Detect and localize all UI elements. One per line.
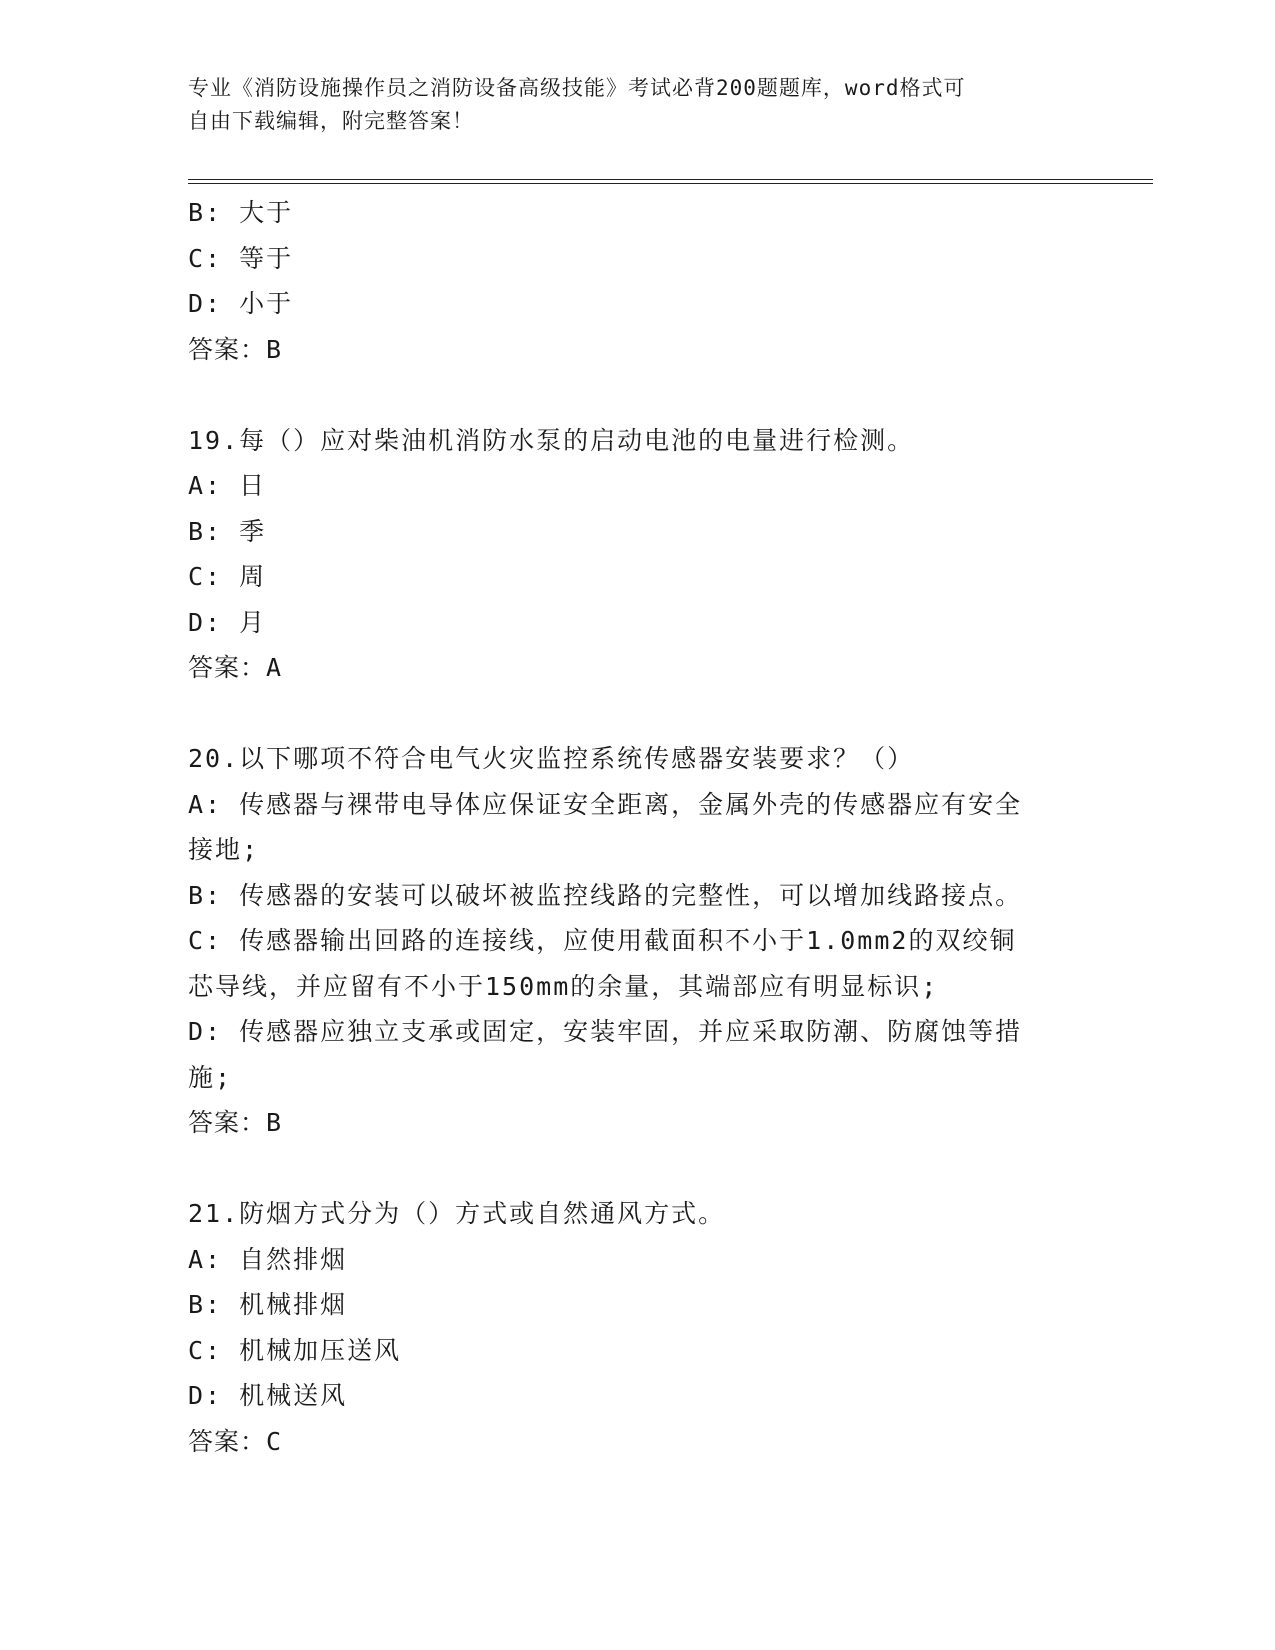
- option-d: D: 机械送风: [188, 1381, 348, 1410]
- option-a: A: 日: [188, 471, 267, 500]
- header-rule-top: [188, 179, 1153, 180]
- document-body: [188, 190, 1078, 1464]
- question-stem: 21.防烟方式分为（）方式或自然通风方式。: [188, 1199, 726, 1228]
- option-a-continued: 接地;: [188, 835, 260, 864]
- option-d: D: 传感器应独立支承或固定，安装牢固，并应采取防潮、防腐蚀等措: [188, 1017, 1023, 1046]
- option-a: A: 自然排烟: [188, 1244, 348, 1274]
- option-d-continued: 施;: [188, 1062, 233, 1092]
- question-21: [188, 1191, 1078, 1464]
- answer: 答案：B: [188, 1108, 283, 1137]
- option-d: D: 月: [188, 607, 267, 637]
- option-c: C: 传感器输出回路的连接线，应使用截面积不小于1.0mm2的双绞铜: [188, 926, 1017, 955]
- option-b: B: 大于: [188, 198, 294, 227]
- question-stem: 20.以下哪项不符合电气火灾监控系统传感器安装要求？（）: [188, 744, 915, 773]
- question-20: [188, 736, 1078, 1146]
- option-c: C: 周: [188, 562, 267, 591]
- option-b: B: 传感器的安装可以破坏被监控线路的完整性，可以增加线路接点。: [188, 880, 1023, 910]
- header-rule-bottom: [188, 183, 1153, 184]
- option-d: D: 小于: [188, 289, 294, 318]
- header-line-2: 自由下载编辑，附完整答案！: [188, 109, 474, 133]
- answer: 答案：C: [188, 1426, 283, 1456]
- option-c-continued: 芯导线，并应留有不小于150mm的余量，其端部应有明显标识;: [188, 971, 939, 1001]
- option-b: B: 季: [188, 516, 267, 546]
- answer: 答案：A: [188, 653, 283, 682]
- question-19: [188, 418, 1078, 691]
- previous-question-tail: [188, 190, 1078, 372]
- answer: 答案：B: [188, 334, 283, 364]
- header-line-1: 专业《消防设施操作员之消防设备高级技能》考试必背200题题库，word格式可: [188, 76, 966, 100]
- question-stem: 19.每（）应对柴油机消防水泵的启动电池的电量进行检测。: [188, 425, 915, 455]
- option-c: C: 机械加压送风: [188, 1335, 402, 1365]
- option-b: B: 机械排烟: [188, 1290, 348, 1319]
- option-a: A: 传感器与裸带电导体应保证安全距离，金属外壳的传感器应有安全: [188, 789, 1023, 819]
- option-c: C: 等于: [188, 243, 294, 273]
- document-header: [188, 72, 1088, 138]
